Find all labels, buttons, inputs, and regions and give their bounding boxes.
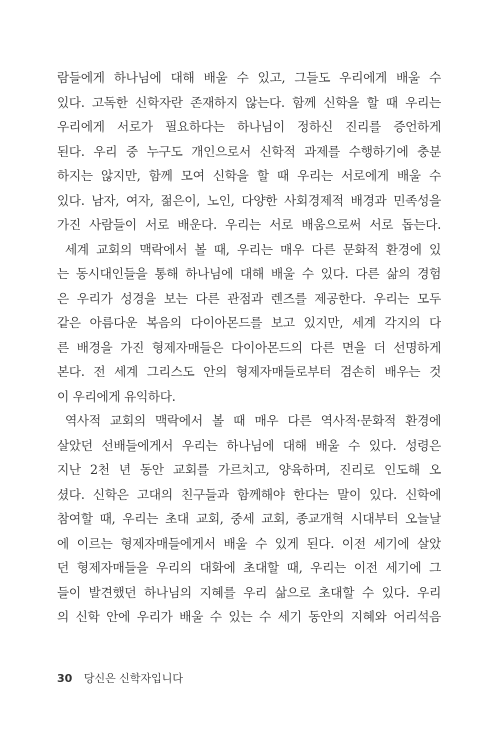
text-line: 있다. 고독한 신학자란 존재하지 않는다. 함께 신학을 할 때 우리는 xyxy=(57,94,441,110)
text-line: 람들에게 하나님에 대해 배울 수 있고, 그들도 우리에게 배울 수 xyxy=(57,70,441,85)
text-line: 참여할 때, 우리는 초대 교회, 중세 교회, 종교개혁 시대부터 오늘날 xyxy=(57,511,441,526)
text-line: 본다. 전 세계 그리스도 안의 형제자매들로부터 겸손히 배우는 것 xyxy=(57,364,441,379)
paragraph xyxy=(57,409,441,630)
text-line: 셨다. 신학은 고대의 친구들과 함께해야 한다는 말이 있다. 신학에 xyxy=(57,486,441,502)
page-number: 30 xyxy=(57,672,73,685)
text-line: 세계 교회의 맥락에서 볼 때, 우리는 매우 다른 문화적 환경에 있 xyxy=(65,241,441,257)
text-line: 가진 사람들이 서로 배운다. 우리는 서로 배움으로써 서로 돕는다. xyxy=(57,217,441,232)
text-line: 지난 2천 년 동안 교회를 가르치고, 양육하며, 진리로 인도해 오 xyxy=(57,462,441,477)
text-line: 의 신학 안에 우리가 배울 수 있는 수 세기 동안의 지혜와 어리석음 xyxy=(57,609,441,624)
text-line: 던 형제자매들을 우리의 대화에 초대할 때, 우리는 이전 세기에 그 xyxy=(57,560,441,575)
text-line: 른 배경을 가진 형제자매들은 다이아몬드의 다른 면을 더 선명하게 xyxy=(57,339,441,355)
text-line: 하지는 않지만, 함께 모여 신학을 할 때 우리는 서로에게 배울 수 xyxy=(57,168,441,183)
text-line: 는 동시대인들을 통해 하나님에 대해 배울 수 있다. 다른 삶의 경험 xyxy=(57,266,441,281)
text-line: 우리에게 서로가 필요하다는 하나님이 정하신 진리를 증언하게 xyxy=(57,119,441,134)
page-body xyxy=(57,66,441,630)
page-footer xyxy=(57,670,183,686)
text-line: 같은 아름다운 복음의 다이아몬드를 보고 있지만, 세계 각지의 다 xyxy=(57,315,441,330)
text-line: 역사적 교회의 맥락에서 볼 때 매우 다른 역사적·문화적 환경에 xyxy=(65,413,441,428)
text-line: 살았던 선배들에게서 우리는 하나님에 대해 배울 수 있다. 성령은 xyxy=(57,437,441,453)
book-title: 당신은 신학자입니다 xyxy=(83,672,183,685)
text-line: 이 우리에게 유익하다. xyxy=(57,388,176,404)
text-line: 은 우리가 성경을 보는 다른 관점과 렌즈를 제공한다. 우리는 모두 xyxy=(57,290,441,306)
paragraph xyxy=(57,66,441,238)
paragraph xyxy=(57,238,441,410)
text-line: 있다. 남자, 여자, 젊은이, 노인, 다양한 사회경제적 배경과 민족성을 xyxy=(57,192,441,208)
text-line: 들이 발견했던 하나님의 지혜를 우리 삶으로 초대할 수 있다. 우리 xyxy=(57,584,441,600)
text-line: 된다. 우리 중 누구도 개인으로서 신학적 과제를 수행하기에 충분 xyxy=(57,143,441,159)
text-line: 에 이르는 형제자매들에게서 배울 수 있게 된다. 이전 세기에 살았 xyxy=(57,535,441,551)
